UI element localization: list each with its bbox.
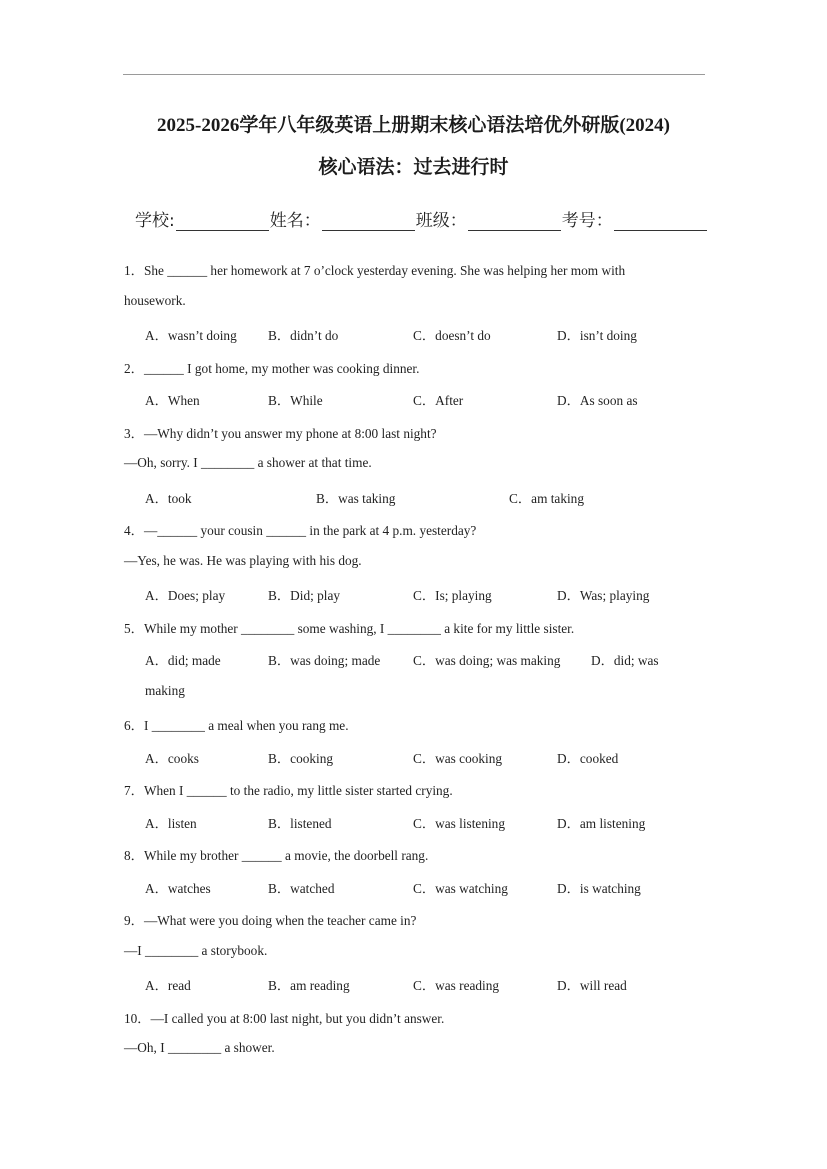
q4-option-a[interactable]: A．Does; play [145, 588, 226, 603]
question-10-stem: 10．—I called you at 8:00 last night, but you didn’t answer. [124, 1011, 445, 1026]
q5-option-a[interactable]: A．did; made [145, 653, 221, 668]
question-10-response: —Oh, I ________ a shower. [124, 1040, 275, 1055]
q8-option-a[interactable]: A．watches [145, 881, 211, 896]
q4-option-d[interactable]: D．Was; playing [557, 588, 650, 603]
question-5-stem: 5．While my mother ________ some washing, I ________ a kite for my little sister. [124, 621, 575, 636]
document-title: 2025-2026学年八年级英语上册期末核心语法培优外研版(2024) [157, 115, 670, 136]
class-label: 班级： [415, 211, 467, 231]
question-1-stem-cont: housework. [124, 293, 186, 308]
q7-option-c[interactable]: C．was listening [413, 816, 505, 831]
question-3-stem: 3．—Why didn’t you answer my phone at 8:00 last night? [124, 426, 437, 441]
q6-option-a[interactable]: A．cooks [145, 751, 199, 766]
question-3-response: —Oh, sorry. I ________ a shower at that time. [124, 455, 372, 470]
q5-option-c[interactable]: C．was doing; was making [413, 653, 561, 668]
q9-option-b[interactable]: B．am reading [268, 978, 350, 993]
q8-option-d[interactable]: D．is watching [557, 881, 641, 896]
q8-option-b[interactable]: B．watched [268, 881, 335, 896]
q4-option-b[interactable]: B．Did; play [268, 588, 341, 603]
name-label: 姓名： [269, 211, 321, 231]
q1-option-a[interactable]: A．wasn’t doing [145, 328, 237, 343]
q7-option-b[interactable]: B．listened [268, 816, 332, 831]
q5-option-d-cont[interactable]: making [145, 683, 185, 698]
name-blank[interactable] [322, 214, 415, 231]
q5-option-d[interactable]: D．did; was [591, 653, 659, 668]
q6-option-c[interactable]: C．was cooking [413, 751, 503, 766]
question-9-response: —I ________ a storybook. [124, 943, 268, 958]
student-info-row [135, 206, 708, 231]
q5-option-b[interactable]: B．was doing; made [268, 653, 381, 668]
q3-option-c[interactable]: C．am taking [509, 491, 584, 506]
question-8-stem: 8．While my brother ______ a movie, the doorbell rang. [124, 848, 429, 863]
question-1-stem: 1．She ______ her homework at 7 o’clock yesterday evening. She was helping her mom with [124, 263, 626, 278]
q1-option-c[interactable]: C．doesn’t do [413, 328, 491, 343]
question-9-stem: 9．—What were you doing when the teacher came in? [124, 913, 417, 928]
class-blank[interactable] [468, 214, 561, 231]
q1-option-d[interactable]: D．isn’t doing [557, 328, 637, 343]
question-4-stem: 4．—______ your cousin ______ in the park at 4 p.m. yesterday? [124, 523, 477, 538]
exam-number-label: 考号： [561, 211, 613, 231]
question-7-stem: 7．When I ______ to the radio, my little sister started crying. [124, 783, 453, 798]
q2-option-d[interactable]: D．As soon as [557, 393, 638, 408]
question-4-response: —Yes, he was. He was playing with his dog. [124, 553, 362, 568]
school-label: 学校: [135, 211, 175, 231]
q2-option-b[interactable]: B．While [268, 393, 323, 408]
q2-option-c[interactable]: C．After [413, 393, 464, 408]
q9-option-d[interactable]: D．will read [557, 978, 627, 993]
q6-option-d[interactable]: D．cooked [557, 751, 619, 766]
question-2-stem: 2．______ I got home, my mother was cooking dinner. [124, 361, 420, 376]
q1-option-b[interactable]: B．didn’t do [268, 328, 339, 343]
q6-option-b[interactable]: B．cooking [268, 751, 334, 766]
question-6-stem: 6．I ________ a meal when you rang me. [124, 718, 349, 733]
q3-option-b[interactable]: B．was taking [316, 491, 396, 506]
header-rule [123, 74, 705, 75]
school-blank[interactable] [176, 214, 269, 231]
q9-option-c[interactable]: C．was reading [413, 978, 500, 993]
exam-number-blank[interactable] [614, 214, 707, 231]
q9-option-a[interactable]: A．read [145, 978, 191, 993]
document-subtitle: 核心语法：过去进行时 [318, 157, 509, 178]
q4-option-c[interactable]: C．Is; playing [413, 588, 492, 603]
q2-option-a[interactable]: A．When [145, 393, 200, 408]
q7-option-d[interactable]: D．am listening [557, 816, 646, 831]
q8-option-c[interactable]: C．was watching [413, 881, 508, 896]
q7-option-a[interactable]: A．listen [145, 816, 197, 831]
q3-option-a[interactable]: A．took [145, 491, 192, 506]
